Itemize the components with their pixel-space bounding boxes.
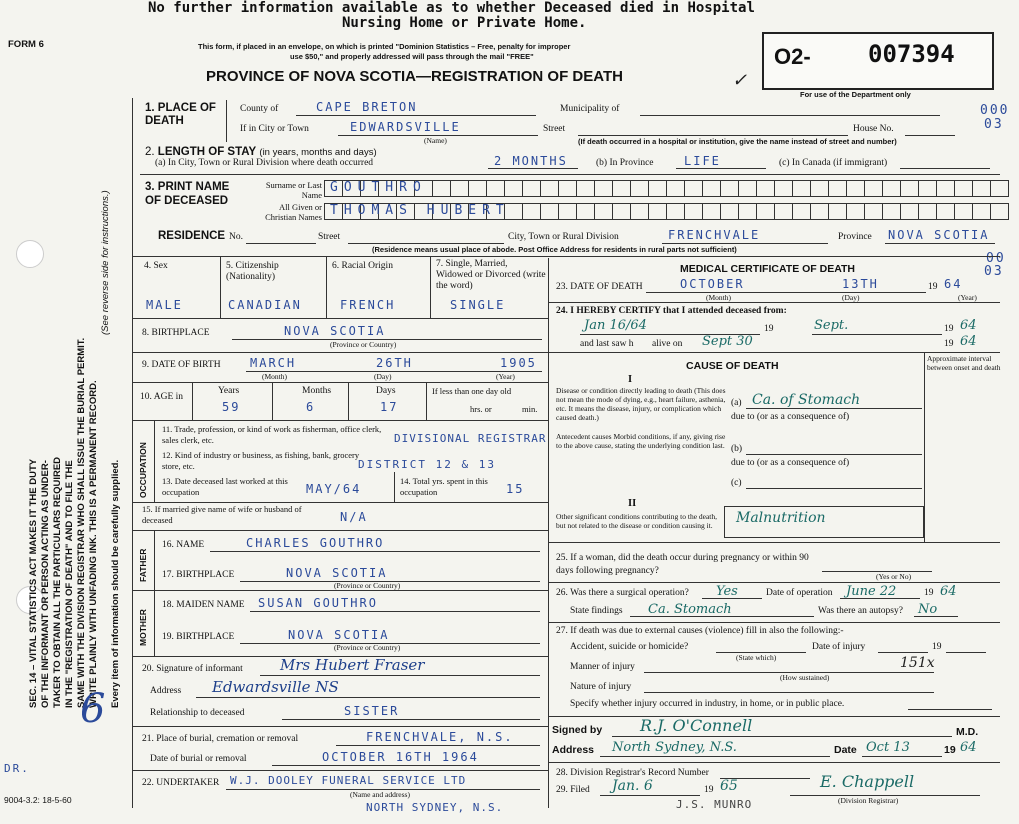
side-text-6: WRITE PLAINLY WITH UNFADING INK. THIS IS A PERMANENT RECORD.: [88, 380, 99, 708]
part-2-label: II: [628, 498, 637, 509]
v-age3: [348, 382, 349, 420]
sex-value: MALE: [146, 298, 183, 312]
certify-label: 24. I HEREBY CERTIFY that I attended deceased from:: [556, 306, 787, 316]
autopsy-label: Was there an autopsy?: [818, 606, 903, 616]
accident-label: Accident, suicide or homicide?: [570, 642, 689, 652]
op-date-value: June 22: [846, 584, 897, 599]
signed-by-label: Signed by: [552, 724, 603, 736]
v-occ14: [394, 472, 395, 502]
side-text-4: IN THE "REGISTRATION OF DEATH" AND TO FILE THE: [64, 460, 75, 708]
cause-c-line: [746, 488, 922, 489]
injury-year-prefix: 19: [932, 642, 942, 652]
side-text-1: SEC. 14 – VITAL STATISTICS ACT MAKES IT THE DUTY: [28, 458, 39, 708]
form-title: PROVINCE OF NOVA SCOTIA—REGISTRATION OF DEATH: [206, 68, 623, 85]
place-bracket: [226, 100, 227, 142]
residence-city-line: [662, 243, 828, 244]
informant-addr-line: [196, 697, 540, 698]
dob-year: 1905: [500, 356, 537, 370]
binder-hole-top: [16, 240, 44, 268]
signed-by-value: R.J. O'Connell: [640, 716, 753, 735]
place-of-death-label: [145, 102, 225, 128]
sep-24: [548, 302, 1000, 303]
side-text-5: SAME WITH THE DIVISION REGISTRAR WHO SHALL ISSUE THE BURIAL PERMIT.: [76, 337, 87, 708]
stay-b-label: (b) In Province: [596, 158, 654, 168]
death-date-month: OCTOBER: [680, 277, 745, 291]
stay-c-line: [900, 168, 990, 169]
footer-code: 9004-3.2: 18-5-60: [4, 795, 72, 805]
place-label: PLACE OF DEATH: [145, 102, 216, 127]
side-text-2: OF THE INFORMANT OR PERSON ACTING AS UNDER-: [40, 460, 51, 708]
death-year: 64: [944, 277, 963, 291]
informant-rel-label: Relationship to deceased: [150, 708, 245, 718]
how-sustained-note: (How sustained): [780, 673, 830, 682]
top-note-line2: Nursing Home or Private Home.: [342, 15, 587, 31]
due-label-2: due to (or as a consequence of): [731, 458, 850, 468]
residence-no-label: No.: [229, 232, 243, 242]
death-day-note: (Day): [842, 293, 860, 302]
informant-sig-value: Mrs Hubert Fraser: [280, 656, 425, 674]
certify-19b: 19: [944, 324, 954, 334]
autopsy-value: No: [918, 602, 938, 617]
signed-addr-line: [600, 756, 830, 757]
sep-26: [548, 582, 1000, 583]
signed-addr-label: Address: [552, 744, 595, 756]
record-number-label: 28. Division Registrar's Record Number: [556, 768, 709, 778]
stay-title: LENGTH OF STAY: [157, 146, 257, 158]
margin-code-c: 00: [986, 251, 1006, 266]
hrs-label: hrs. or: [470, 404, 492, 414]
signed-date-value: Oct 13: [866, 740, 910, 755]
stay-c-label: (c) In Canada (if immigrant): [779, 158, 888, 168]
city-name-note: (Name): [424, 136, 447, 145]
dob-day-note: (Day): [374, 372, 392, 381]
racial-value: FRENCH: [340, 298, 396, 312]
sep-3: [140, 174, 1000, 175]
stay-a-value: 2 MONTHS: [494, 154, 568, 168]
citizenship-value: CANADIAN: [228, 298, 302, 312]
top-note-line1: No further information available as to whether Deceased died in Hospital: [148, 0, 755, 16]
residence-note: (Residence means usual place of abode. Post Office Address for residents in rural parts not sufficient): [372, 245, 737, 254]
death-month-note: (Month): [706, 293, 731, 302]
check-mark: ✓: [732, 70, 748, 91]
seen-label: and last saw h: [580, 339, 634, 349]
municipality-line: [640, 115, 940, 116]
last-worked-label: 13. Date deceased last worked at this occupation: [162, 476, 288, 497]
death-year-prefix: 19: [928, 282, 938, 292]
seen-19: 19: [944, 339, 954, 349]
form-number: FORM 6: [8, 39, 44, 50]
residence-province-value: NOVA SCOTIA: [888, 228, 990, 242]
nature-label: Nature of injury: [570, 682, 632, 692]
injury-date-label: Date of injury: [812, 642, 866, 652]
mother-bp-value: NOVA SCOTIA: [288, 628, 390, 642]
marital-value: SINGLE: [450, 298, 506, 312]
sep-25: [548, 542, 1000, 543]
certify-from: Jan 16/64: [584, 318, 647, 333]
residence-city-value: FRENCHVALE: [668, 228, 761, 242]
informant-rel-value: SISTER: [344, 704, 400, 718]
signed-date-label: Date: [834, 744, 857, 756]
mother-maiden-label: 18. MAIDEN NAME: [162, 600, 245, 610]
signed-year: 64: [960, 740, 977, 755]
spouse-label: 15. If married give name of wife or husband of deceased: [142, 504, 302, 525]
op-date-label: Date of operation: [766, 588, 833, 598]
reg-prefix: O2-: [774, 44, 811, 69]
dob-year-note: (Year): [496, 372, 515, 381]
hospital-note: (If death occurred in a hospital or institution, give the name instead of street and number): [578, 137, 897, 146]
death-date-label: 23. DATE OF DEATH: [556, 282, 643, 292]
stay-a-label: (a) In City, Town or Rural Division where death occurred: [155, 158, 374, 168]
sep-21: [132, 726, 548, 727]
birthplace-note: (Province or Country): [330, 340, 397, 349]
certify-to-line: [812, 334, 942, 335]
spouse-value: N/A: [340, 510, 368, 524]
surgery-label: 26. Was there a surgical operation?: [556, 588, 689, 598]
external-label: 27. If death was due to external causes (violence) fill in also the following:-: [556, 626, 844, 636]
father-name-value: CHARLES GOUTHRO: [246, 536, 385, 550]
age-label: 10. AGE in: [140, 392, 184, 402]
burial-date-value: OCTOBER 16TH 1964: [322, 750, 479, 764]
signed-by-line: [612, 736, 952, 737]
findings-label: State findings: [570, 606, 623, 616]
sep-27: [548, 622, 1000, 623]
residence-label: RESIDENCE: [158, 230, 226, 242]
burial-date-line: [272, 765, 540, 766]
sep-9: [132, 352, 548, 353]
total-yrs-value: 15: [506, 482, 525, 496]
surgery-value: Yes: [716, 584, 738, 599]
county-line: [296, 115, 536, 116]
birthplace-label: 8. BIRTHPLACE: [142, 328, 210, 338]
dept-use-note: For use of the Department only: [800, 90, 911, 99]
v-age2: [272, 382, 273, 420]
injury-date-line: [878, 652, 928, 653]
antecedent-label: Antecedent causes Morbid conditions, if any, giving rise to the above cause, stating the underlying condition last.: [556, 432, 726, 450]
residence-province-line: [885, 243, 995, 244]
name-title: PRINT NAME OF DECEASED: [145, 181, 230, 207]
county-value: CAPE BRETON: [316, 100, 418, 114]
city-label: If in City or Town: [240, 124, 309, 134]
undertaker-label: 22. UNDERTAKER: [142, 778, 220, 788]
mother-bp-label: 19. BIRTHPLACE: [162, 632, 235, 642]
mail-note-line1: This form, if placed in an envelope, on which is printed "Dominion Statistics – Free, penalty for improper: [198, 42, 571, 51]
years-value: 59: [222, 400, 241, 414]
death-date-line: [646, 292, 926, 293]
pregnancy-label: 25. If a woman, did the death occur during pregnancy or within 90 days following pregnancy?: [556, 553, 809, 576]
sep-15: [132, 502, 548, 503]
certify-to: Sept.: [814, 318, 849, 333]
certify-to-year: 64: [960, 318, 977, 333]
side-text-8: Every item of information should be carefully supplied.: [110, 459, 121, 708]
cause-c-label: (c): [731, 478, 742, 488]
mother-bp-note: (Province or Country): [334, 643, 401, 652]
sep-8: [132, 318, 548, 319]
margin-mark: DR.: [4, 762, 30, 775]
citizenship-label: 5. Citizenship (Nationality): [226, 261, 279, 282]
op-year: 64: [940, 584, 957, 599]
death-year-note: (Year): [958, 293, 977, 302]
less-than-day-label: If less than one day old: [432, 386, 512, 396]
county-label: County of: [240, 104, 279, 114]
dob-label: 9. DATE OF BIRTH: [142, 360, 221, 370]
residence-city-label: City, Town or Rural Division: [508, 232, 619, 242]
months-value: 6: [306, 400, 316, 414]
signed-year-prefix: 19: [944, 744, 956, 756]
nature-line: [644, 692, 934, 693]
sep-10: [132, 382, 548, 383]
dob-day: 26TH: [376, 356, 413, 370]
alive-label: alive on: [652, 339, 683, 349]
registrar-sig-note: (Division Registrar): [838, 796, 899, 805]
father-side-label: FATHER: [138, 548, 148, 582]
medical-title: MEDICAL CERTIFICATE OF DEATH: [680, 263, 855, 275]
cause-b-label: (b): [731, 444, 743, 454]
father-bp-label: 17. BIRTHPLACE: [162, 570, 235, 580]
frame-left: [132, 98, 133, 808]
municipality-label: Municipality of: [560, 104, 620, 114]
other-label: Other significant conditions contributing to the death, but not related to the disease or condition causing it.: [556, 512, 718, 530]
findings-value: Ca. Stomach: [648, 602, 732, 617]
cause-a-value: Ca. of Stomach: [752, 392, 861, 408]
years-label: Years: [218, 386, 240, 396]
industry-value: DISTRICT 12 & 13: [358, 458, 496, 471]
industry-label: 12. Kind of industry or business, as fishing, bank, grocery store, etc.: [162, 450, 360, 471]
residence-street-label: Street: [318, 232, 341, 242]
stay-b-line: [676, 168, 766, 169]
trade-label: 11. Trade, profession, or kind of work as fisherman, office clerk, sales clerk, etc.: [162, 424, 382, 445]
mail-note-line2: use $50," and properly addressed will pass through the mail "FREE": [290, 52, 534, 61]
father-bp-value: NOVA SCOTIA: [286, 566, 388, 580]
v-mother: [154, 590, 155, 656]
city-value: EDWARDSVILLE: [350, 120, 461, 134]
frame-middle: [548, 258, 549, 808]
side-text-7: (See reverse side for instructions.): [100, 190, 111, 335]
place-num: 1.: [145, 102, 155, 114]
given-value: THOMAS HUBERT: [330, 203, 510, 218]
mother-maiden-value: SUSAN GOUTHRO: [258, 596, 378, 610]
margin-code-b: 03: [984, 117, 1004, 132]
birthplace-value: NOVA SCOTIA: [284, 324, 386, 338]
days-value: 17: [380, 400, 399, 414]
undertaker-note: (Name and address): [350, 790, 410, 799]
where-label: Specify whether injury occurred in industry, in home, or in public place.: [570, 699, 845, 709]
last-worked-value: MAY/64: [306, 482, 362, 496]
side-text-3: TAKER TO OBTAIN ALL THE PARTICULARS REQUIRED: [52, 456, 63, 708]
cause-title: CAUSE OF DEATH: [686, 360, 779, 372]
house-no-label: House No.: [853, 124, 894, 134]
where-line: [908, 709, 992, 710]
cause-a-label: (a): [731, 398, 742, 408]
house-line: [905, 135, 955, 136]
v-racial: [430, 256, 431, 319]
undertaker-addr: NORTH SYDNEY, N.S.: [366, 801, 504, 814]
marital-label: 7. Single, Married, Widowed or Divorced (write the word): [436, 259, 546, 291]
injury-year-line: [946, 652, 986, 653]
filed-value: Jan. 6: [612, 778, 653, 794]
residence-no-line: [246, 243, 316, 244]
name-num: 3.: [145, 181, 155, 193]
name-deceased-label: [145, 180, 245, 208]
manner-code: 151x: [900, 655, 935, 671]
months-label: Months: [302, 386, 332, 396]
burial-date-label: Date of burial or removal: [150, 754, 247, 764]
informant-sig-line: [260, 675, 540, 676]
death-date-day: 13TH: [842, 277, 879, 291]
v-age4: [426, 382, 427, 420]
burial-place-label: 21. Place of burial, cremation or removal: [142, 734, 299, 744]
sep-signed: [548, 716, 1000, 717]
filed-line: [600, 795, 700, 796]
filed-year: 65: [720, 778, 738, 794]
informant-addr-label: Address: [150, 686, 182, 696]
burial-place-value: FRENCHVALE, N.S.: [366, 730, 514, 744]
dob-month-note: (Month): [262, 372, 287, 381]
total-yrs-label: 14. Total yrs. spent in this occupation: [400, 476, 488, 497]
v-age1: [192, 382, 193, 420]
father-name-label: 16. NAME: [162, 540, 205, 550]
seen-year: 64: [960, 334, 977, 349]
op-year-prefix: 19: [924, 588, 934, 598]
stay-a-line: [488, 168, 578, 169]
filed-label: 29. Filed: [556, 785, 590, 795]
v-father: [154, 530, 155, 590]
registration-number-box: [762, 32, 994, 90]
v-interval: [924, 352, 925, 542]
surname-label: Surname or Last Name: [265, 180, 322, 200]
seen-date: Sept 30: [702, 334, 753, 349]
cause-a-line: [746, 408, 922, 409]
father-bp-note: (Province or Country): [334, 581, 401, 590]
other-value: Malnutrition: [736, 510, 826, 526]
sex-label: 4. Sex: [144, 261, 168, 271]
state-which-note: (State which): [736, 653, 777, 662]
given-label: All Given or Christian Names: [265, 202, 322, 222]
page-mark: 6: [80, 686, 106, 732]
stay-sub: (in years, months and days): [259, 147, 377, 158]
undertaker-value: W.J. DOOLEY FUNERAL SERVICE LTD: [230, 774, 467, 787]
informant-addr-value: Edwardsville NS: [212, 678, 339, 696]
filed-year-prefix: 19: [704, 785, 714, 795]
informant-rel-line: [282, 719, 540, 720]
sep-28: [548, 762, 1000, 763]
certify-19a: 19: [764, 324, 774, 334]
stay-b-value: LIFE: [684, 154, 721, 168]
residence-province-label: Province: [838, 232, 872, 242]
informant-sig-label: 20. Signature of informant: [142, 664, 243, 674]
due-label-1: due to (or as a consequence of): [731, 412, 850, 422]
sep-personal: [132, 256, 1000, 257]
part-1-label: I: [628, 374, 633, 385]
street-label: Street: [543, 124, 566, 134]
v-sex: [220, 256, 221, 319]
stay-label: [145, 146, 377, 158]
sep-18: [132, 590, 548, 591]
registrar-sig: E. Chappell: [820, 772, 915, 791]
v-occ: [154, 420, 155, 502]
street-line: [578, 135, 848, 136]
racial-label: 6. Racial Origin: [332, 261, 393, 271]
v-cit: [326, 256, 327, 319]
manner-label: Manner of injury: [570, 662, 635, 672]
sep-11: [132, 420, 548, 421]
cause-b-line: [746, 454, 922, 455]
margin-code-d: 03: [984, 264, 1004, 279]
sep-22: [132, 770, 548, 771]
margin-code-a: 000: [980, 103, 1010, 118]
surname-value: GOUTHRO: [330, 180, 427, 195]
sep-16: [132, 530, 548, 531]
father-name-line: [210, 551, 540, 552]
registrar-stamp: J.S. MUNRO: [676, 798, 753, 811]
signed-addr-value: North Sydney, N.S.: [612, 740, 737, 755]
residence-street-line: [348, 243, 504, 244]
sep-cause: [548, 352, 1000, 353]
mother-maiden-line: [250, 611, 540, 612]
occupation-side-label: OCCUPATION: [138, 442, 148, 498]
burial-place-line: [336, 745, 540, 746]
signed-date-line: [862, 756, 942, 757]
mother-side-label: MOTHER: [138, 609, 148, 646]
interval-label: Approximate interval between onset and death: [927, 354, 1001, 372]
stay-num: 2.: [145, 146, 155, 158]
dob-month: MARCH: [250, 356, 297, 370]
md-label: M.D.: [956, 726, 979, 738]
disease-label: Disease or condition directly leading to death (This does not mean the mode of dying, e.g., heart failure, asthenia, etc. It means the disease, injury, or complication which caused death.): [556, 386, 726, 422]
yesno-note: (Yes or No): [876, 572, 912, 581]
trade-value: DIVISIONAL REGISTRAR: [394, 432, 547, 445]
days-label: Days: [376, 386, 396, 396]
min-label: min.: [522, 404, 538, 414]
reg-number: 007394: [868, 40, 955, 68]
